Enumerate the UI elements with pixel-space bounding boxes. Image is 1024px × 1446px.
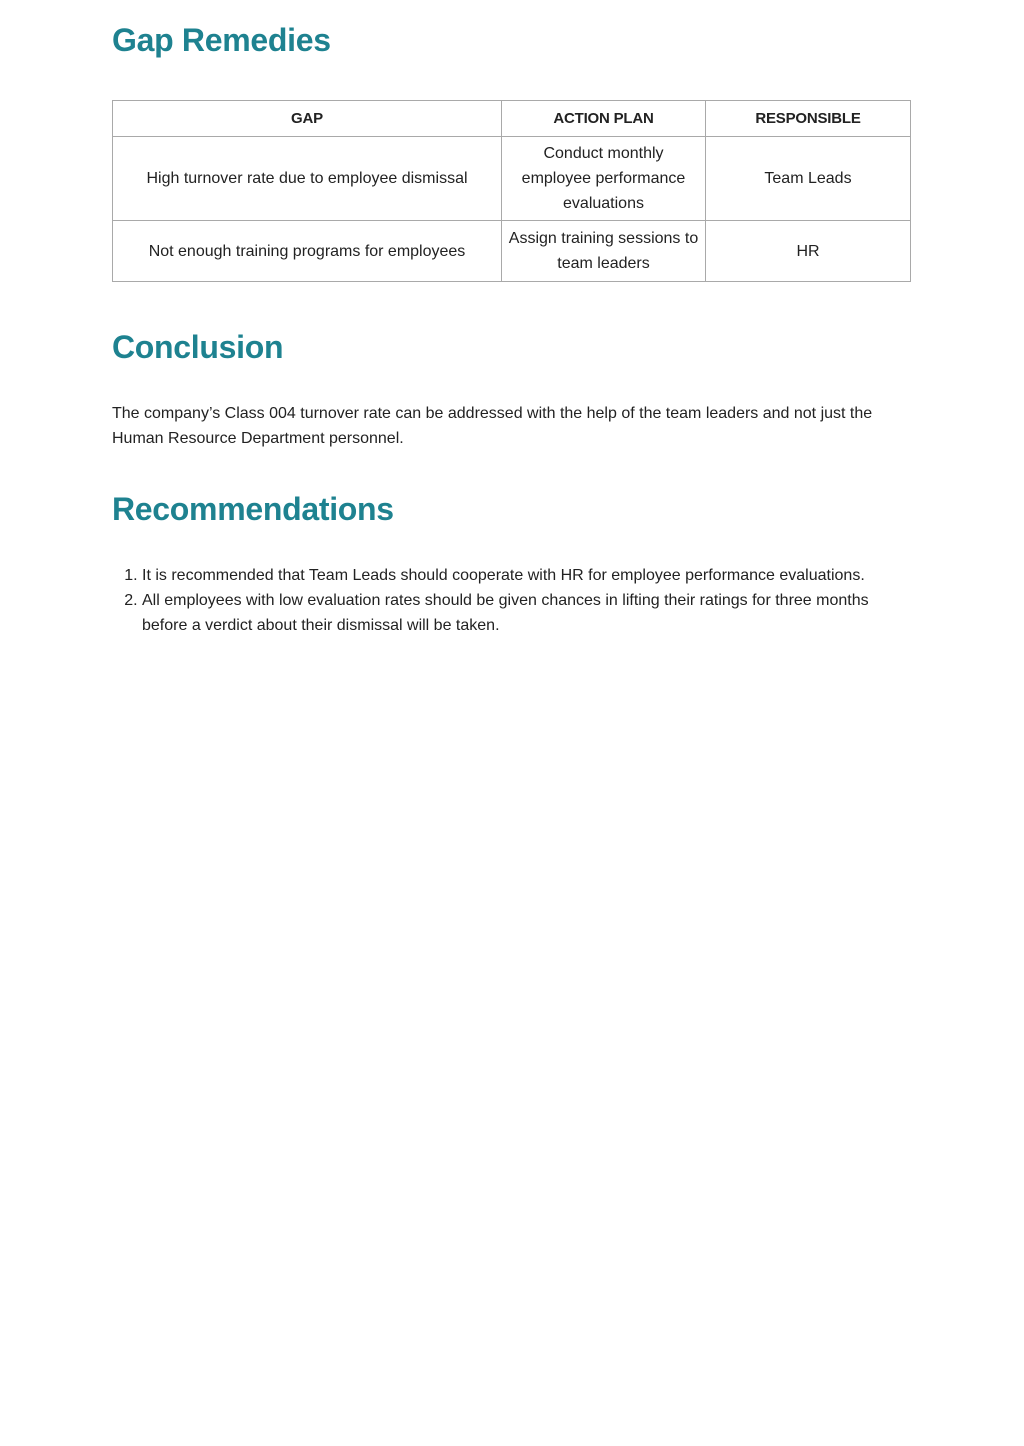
list-item: 2. All employees with low evaluation rates should be given chances in lifting their ratings for three months before a verdict about their dismissal will be taken. (142, 588, 910, 638)
table-header-row (113, 101, 911, 137)
column-header-action-plan: ACTION PLAN (502, 101, 706, 137)
table-row (113, 221, 911, 282)
table-cell-gap: High turnover rate due to employee dismissal (113, 137, 502, 221)
gap-remedies-table (112, 100, 911, 282)
conclusion-text: The company’s Class 004 turnover rate can be addressed with the help of the team leaders and not just the Human Resource Department personnel. (112, 405, 873, 447)
column-header-responsible: RESPONSIBLE (706, 101, 911, 137)
table-cell-action-plan: Assign training sessions to team leaders (502, 221, 706, 282)
list-item: 1. It is recommended that Team Leads should cooperate with HR for employee performance evaluations. (142, 563, 910, 588)
table-cell-responsible: HR (706, 221, 911, 282)
recommendations-heading: Recommendations (112, 491, 394, 527)
table-row (113, 137, 911, 221)
table-cell-action-plan: Conduct monthly employee performance evaluations (502, 137, 706, 221)
recommendations-list (112, 563, 910, 638)
conclusion-heading: Conclusion (112, 329, 284, 365)
gap-remedies-heading: Gap Remedies (112, 22, 331, 58)
table-cell-gap: Not enough training programs for employees (113, 221, 502, 282)
column-header-gap: GAP (113, 101, 502, 137)
table-cell-responsible: Team Leads (706, 137, 911, 221)
document-content (112, 0, 910, 638)
